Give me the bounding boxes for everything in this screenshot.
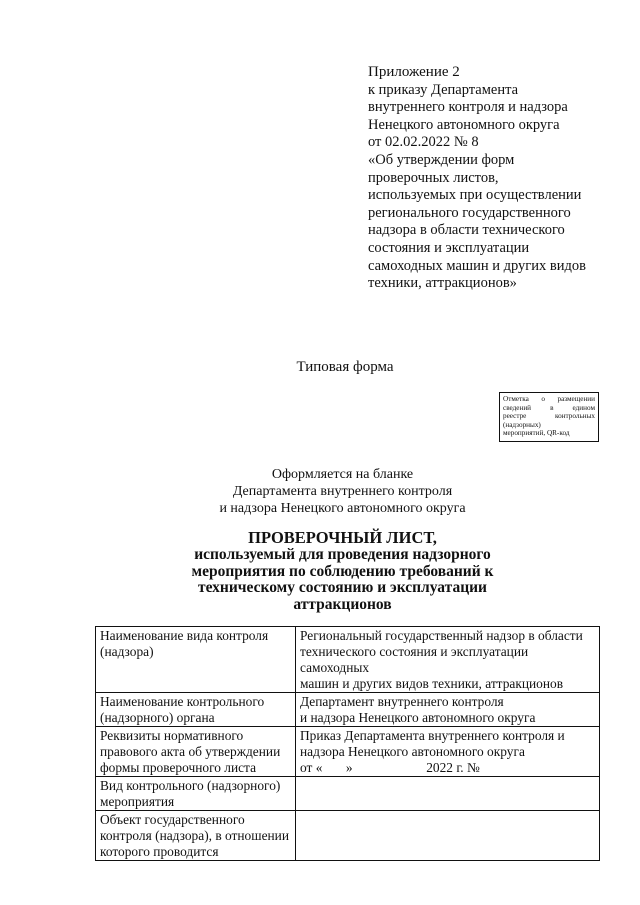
table-label-cell: [96, 727, 296, 777]
stamp-line: Отметка о размещении: [503, 395, 595, 403]
cell-line: (надзорного) органа: [100, 710, 215, 725]
cell-line: машин и других видов техники, аттракционов: [300, 676, 564, 691]
appendix-line: состояния и эксплуатации: [368, 239, 530, 256]
date-line: от « » 2022 г. №: [300, 760, 480, 775]
blank-note-line: Оформляется на бланке: [271, 467, 414, 482]
heading-line: используемый для проведения надзорного: [194, 546, 491, 564]
table-value-cell-empty: [296, 811, 600, 861]
table-row: [96, 811, 600, 861]
appendix-line: самоходных машин и других видов: [368, 257, 586, 274]
table-row: [96, 627, 600, 693]
appendix-line: регионального государственного: [368, 204, 571, 221]
cell-line: Региональный государственный надзор в области: [300, 628, 583, 643]
appendix-line: техники, аттракционов»: [368, 275, 517, 292]
cell-line: которого проводится: [100, 844, 219, 859]
table-value-cell: [296, 693, 600, 727]
blank-note: [0, 466, 640, 517]
stamp-line: реестре контрольных: [503, 412, 595, 421]
appendix-block: [368, 64, 630, 293]
appendix-title: Приложение 2: [368, 64, 460, 80]
cell-line: Наименование контрольного: [100, 694, 265, 709]
heading-line: мероприятия по соблюдению требований к: [191, 562, 494, 580]
appendix-line: проверочных листов,: [368, 169, 499, 186]
cell-line: правового акта об утверждении: [100, 744, 281, 759]
cell-line: и надзора Ненецкого автономного округа: [300, 710, 536, 725]
table-value-cell-empty: [296, 777, 600, 811]
cell-line: технического состояния и эксплуатации самоходных: [300, 644, 529, 675]
appendix-line: к приказу Департамента: [368, 81, 519, 98]
blank-note-line: Департамента внутреннего контроля: [232, 484, 453, 499]
table-row: [96, 693, 600, 727]
cell-line: формы проверочного листа: [100, 760, 257, 775]
table-label-cell: [96, 693, 296, 727]
table-row: [96, 727, 600, 777]
heading-title: ПРОВЕРОЧНЫЙ ЛИСТ,: [248, 528, 437, 547]
cell-line: Реквизиты нормативного: [100, 728, 244, 743]
appendix-line: Ненецкого автономного округа: [368, 116, 560, 133]
qr-stamp-box: [499, 392, 599, 442]
heading-line: техническому состоянию и эксплуатации: [198, 579, 487, 597]
cell-line: Приказ Департамента внутреннего контроля и: [300, 728, 565, 743]
stamp-line: сведений в едином: [503, 403, 595, 412]
cell-line: Наименование вида контроля: [100, 628, 269, 643]
cell-line: контроля (надзора), в отношении: [100, 828, 290, 843]
typical-form-label: Типовая форма: [296, 359, 394, 375]
table-value-cell: [296, 627, 600, 693]
cell-line: Объект государственного: [100, 812, 245, 827]
appendix-line: «Об утверждении форм: [368, 151, 515, 168]
cell-line: надзора Ненецкого автономного округа: [300, 744, 525, 759]
document-heading: [0, 530, 640, 613]
cell-line: Вид контрольного (надзорного): [100, 778, 281, 793]
info-table: [95, 626, 600, 861]
table-label-cell: [96, 777, 296, 811]
stamp-line: мероприятий, QR-код: [503, 429, 570, 438]
table-row: [96, 777, 600, 811]
table-label-cell: [96, 627, 296, 693]
cell-line: мероприятия: [100, 794, 175, 809]
appendix-line: используемых при осуществлении: [368, 187, 582, 204]
heading-line: аттракционов: [293, 595, 392, 613]
appendix-line: надзора в области технического: [368, 222, 565, 239]
cell-line: Департамент внутреннего контроля: [300, 694, 504, 709]
cell-line: (надзора): [100, 644, 154, 659]
stamp-line: (надзорных): [503, 420, 541, 429]
table-value-cell: [296, 727, 600, 777]
appendix-line: от 02.02.2022 № 8: [368, 134, 479, 151]
appendix-line: внутреннего контроля и надзора: [368, 99, 568, 116]
table-label-cell: [96, 811, 296, 861]
blank-note-line: и надзора Ненецкого автономного округа: [219, 501, 466, 516]
